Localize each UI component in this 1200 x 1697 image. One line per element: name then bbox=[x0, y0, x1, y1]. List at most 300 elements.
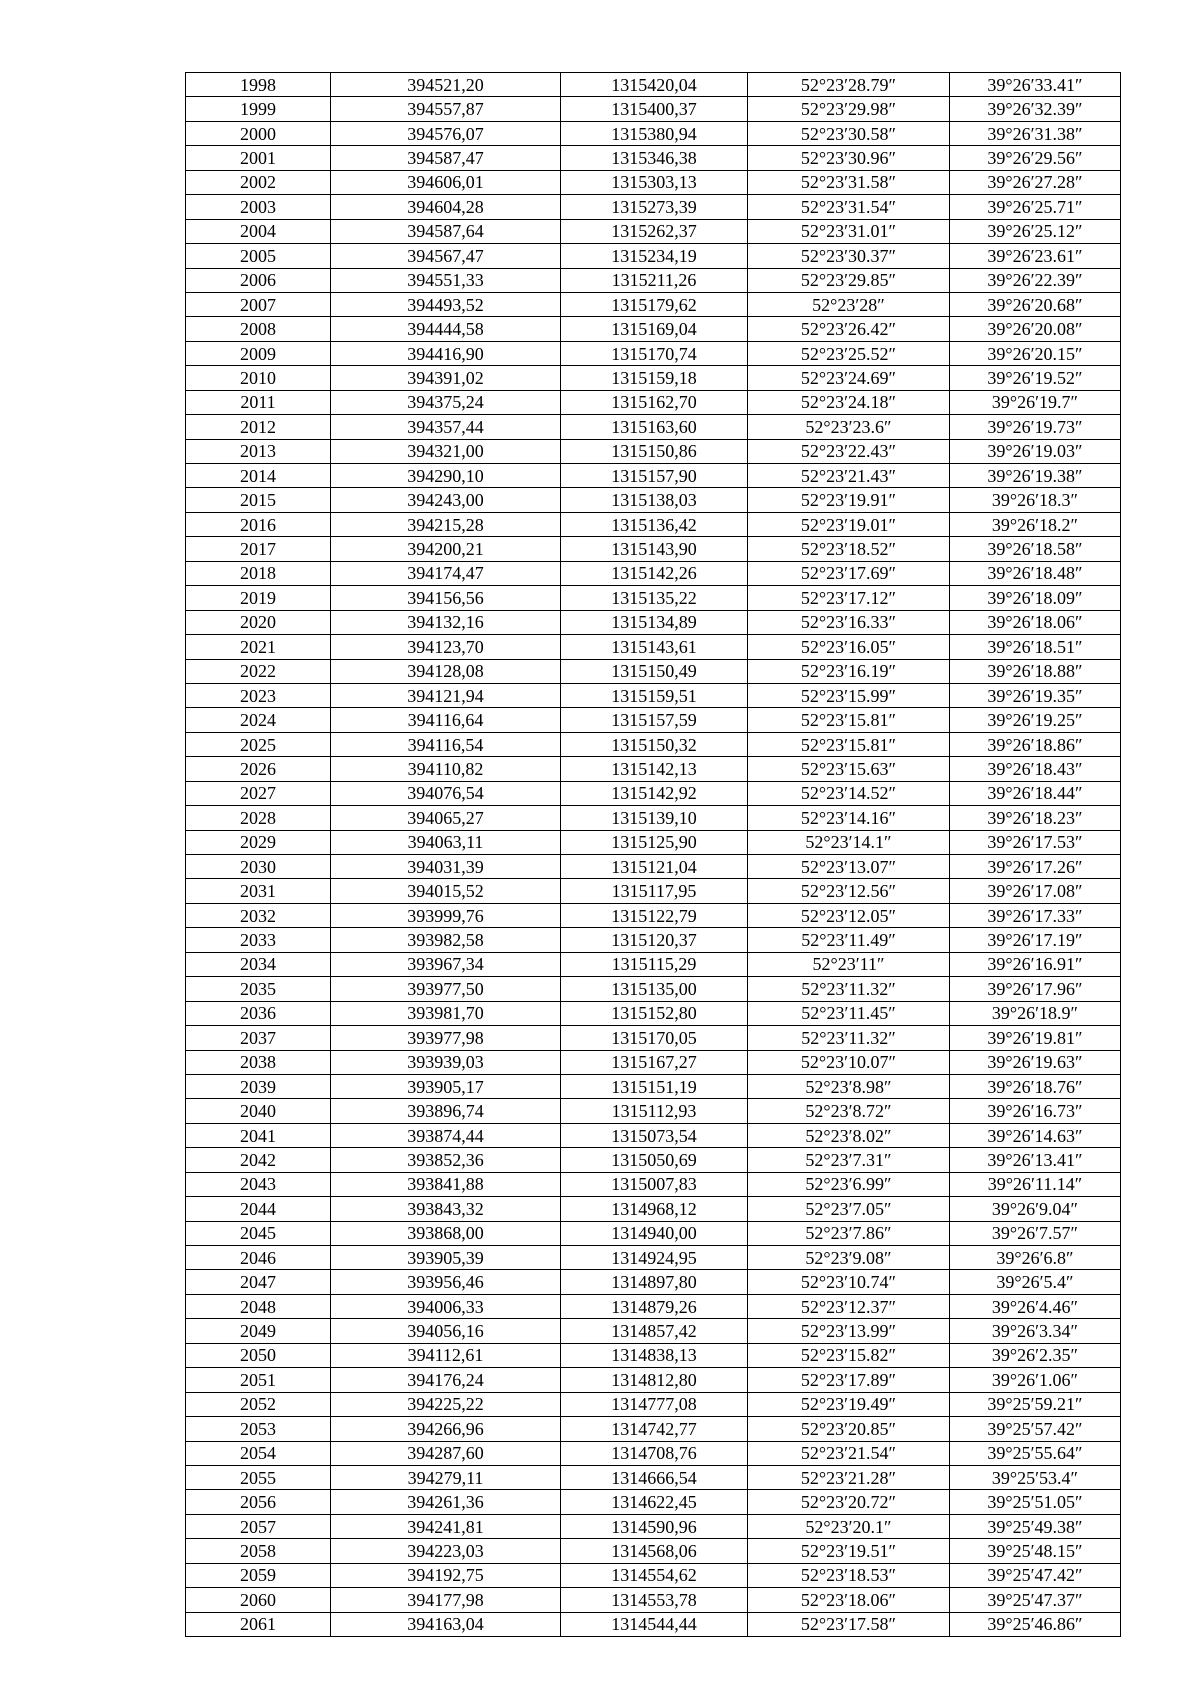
y-coordinate-cell: 1315273,39 bbox=[561, 195, 748, 219]
x-coordinate-cell: 394031,39 bbox=[331, 855, 561, 879]
x-coordinate-cell: 394177,98 bbox=[331, 1588, 561, 1612]
longitude-cell: 39°25′51.05″ bbox=[950, 1490, 1121, 1514]
longitude-cell: 39°26′7.57″ bbox=[950, 1221, 1121, 1245]
longitude-cell: 39°26′17.33″ bbox=[950, 903, 1121, 927]
latitude-cell: 52°23′28.79″ bbox=[748, 73, 950, 97]
table-row bbox=[186, 1246, 1121, 1270]
point-number-cell: 2059 bbox=[186, 1563, 331, 1587]
longitude-cell: 39°25′48.15″ bbox=[950, 1539, 1121, 1563]
latitude-cell: 52°23′13.07″ bbox=[748, 855, 950, 879]
latitude-cell: 52°23′7.86″ bbox=[748, 1221, 950, 1245]
point-number-cell: 2029 bbox=[186, 830, 331, 854]
table-row bbox=[186, 1026, 1121, 1050]
table-row bbox=[186, 610, 1121, 634]
point-number-cell: 2054 bbox=[186, 1441, 331, 1465]
latitude-cell: 52°23′15.81″ bbox=[748, 708, 950, 732]
y-coordinate-cell: 1314708,76 bbox=[561, 1441, 748, 1465]
table-row bbox=[186, 1319, 1121, 1343]
point-number-cell: 2056 bbox=[186, 1490, 331, 1514]
point-number-cell: 2008 bbox=[186, 317, 331, 341]
y-coordinate-cell: 1315169,04 bbox=[561, 317, 748, 341]
table-row bbox=[186, 1514, 1121, 1538]
table-row bbox=[186, 1221, 1121, 1245]
point-number-cell: 2050 bbox=[186, 1343, 331, 1367]
point-number-cell: 2013 bbox=[186, 439, 331, 463]
longitude-cell: 39°26′18.3″ bbox=[950, 488, 1121, 512]
latitude-cell: 52°23′11.32″ bbox=[748, 977, 950, 1001]
latitude-cell: 52°23′12.37″ bbox=[748, 1294, 950, 1318]
table-row bbox=[186, 390, 1121, 414]
longitude-cell: 39°26′19.35″ bbox=[950, 683, 1121, 707]
y-coordinate-cell: 1315163,60 bbox=[561, 415, 748, 439]
x-coordinate-cell: 394056,16 bbox=[331, 1319, 561, 1343]
point-number-cell: 2009 bbox=[186, 341, 331, 365]
y-coordinate-cell: 1314666,54 bbox=[561, 1465, 748, 1489]
y-coordinate-cell: 1314554,62 bbox=[561, 1563, 748, 1587]
table-row bbox=[186, 1294, 1121, 1318]
latitude-cell: 52°23′9.08″ bbox=[748, 1246, 950, 1270]
latitude-cell: 52°23′7.31″ bbox=[748, 1148, 950, 1172]
table-row bbox=[186, 317, 1121, 341]
latitude-cell: 52°23′17.12″ bbox=[748, 586, 950, 610]
y-coordinate-cell: 1315134,89 bbox=[561, 610, 748, 634]
y-coordinate-cell: 1315159,18 bbox=[561, 366, 748, 390]
x-coordinate-cell: 394112,61 bbox=[331, 1343, 561, 1367]
longitude-cell: 39°25′46.86″ bbox=[950, 1612, 1121, 1636]
x-coordinate-cell: 394587,64 bbox=[331, 219, 561, 243]
longitude-cell: 39°26′5.4″ bbox=[950, 1270, 1121, 1294]
longitude-cell: 39°26′17.53″ bbox=[950, 830, 1121, 854]
longitude-cell: 39°25′49.38″ bbox=[950, 1514, 1121, 1538]
longitude-cell: 39°26′25.71″ bbox=[950, 195, 1121, 219]
longitude-cell: 39°26′4.46″ bbox=[950, 1294, 1121, 1318]
longitude-cell: 39°26′20.08″ bbox=[950, 317, 1121, 341]
y-coordinate-cell: 1315380,94 bbox=[561, 121, 748, 145]
x-coordinate-cell: 394123,70 bbox=[331, 635, 561, 659]
point-number-cell: 2020 bbox=[186, 610, 331, 634]
latitude-cell: 52°23′11.45″ bbox=[748, 1001, 950, 1025]
latitude-cell: 52°23′31.58″ bbox=[748, 170, 950, 194]
table-row bbox=[186, 1148, 1121, 1172]
latitude-cell: 52°23′17.69″ bbox=[748, 561, 950, 585]
longitude-cell: 39°26′20.15″ bbox=[950, 341, 1121, 365]
table-row bbox=[186, 170, 1121, 194]
x-coordinate-cell: 394357,44 bbox=[331, 415, 561, 439]
y-coordinate-cell: 1315400,37 bbox=[561, 97, 748, 121]
table-row bbox=[186, 928, 1121, 952]
longitude-cell: 39°26′18.43″ bbox=[950, 757, 1121, 781]
latitude-cell: 52°23′15.82″ bbox=[748, 1343, 950, 1367]
latitude-cell: 52°23′10.07″ bbox=[748, 1050, 950, 1074]
table-row bbox=[186, 659, 1121, 683]
longitude-cell: 39°26′17.08″ bbox=[950, 879, 1121, 903]
point-number-cell: 2019 bbox=[186, 586, 331, 610]
table-row bbox=[186, 195, 1121, 219]
latitude-cell: 52°23′30.96″ bbox=[748, 146, 950, 170]
x-coordinate-cell: 394567,47 bbox=[331, 244, 561, 268]
x-coordinate-cell: 394110,82 bbox=[331, 757, 561, 781]
y-coordinate-cell: 1315152,80 bbox=[561, 1001, 748, 1025]
point-number-cell: 2033 bbox=[186, 928, 331, 952]
table-row bbox=[186, 1270, 1121, 1294]
x-coordinate-cell: 394279,11 bbox=[331, 1465, 561, 1489]
point-number-cell: 2045 bbox=[186, 1221, 331, 1245]
latitude-cell: 52°23′13.99″ bbox=[748, 1319, 950, 1343]
x-coordinate-cell: 394606,01 bbox=[331, 170, 561, 194]
longitude-cell: 39°26′18.9″ bbox=[950, 1001, 1121, 1025]
latitude-cell: 52°23′16.05″ bbox=[748, 635, 950, 659]
point-number-cell: 2000 bbox=[186, 121, 331, 145]
x-coordinate-cell: 393956,46 bbox=[331, 1270, 561, 1294]
x-coordinate-cell: 393981,70 bbox=[331, 1001, 561, 1025]
latitude-cell: 52°23′14.1″ bbox=[748, 830, 950, 854]
point-number-cell: 2041 bbox=[186, 1123, 331, 1147]
table-row bbox=[186, 1123, 1121, 1147]
longitude-cell: 39°26′19.7″ bbox=[950, 390, 1121, 414]
x-coordinate-cell: 394076,54 bbox=[331, 781, 561, 805]
x-coordinate-cell: 394223,03 bbox=[331, 1539, 561, 1563]
latitude-cell: 52°23′24.18″ bbox=[748, 390, 950, 414]
x-coordinate-cell: 394063,11 bbox=[331, 830, 561, 854]
latitude-cell: 52°23′8.02″ bbox=[748, 1123, 950, 1147]
y-coordinate-cell: 1315211,26 bbox=[561, 268, 748, 292]
table-row bbox=[186, 561, 1121, 585]
table-row bbox=[186, 439, 1121, 463]
point-number-cell: 2055 bbox=[186, 1465, 331, 1489]
latitude-cell: 52°23′14.52″ bbox=[748, 781, 950, 805]
y-coordinate-cell: 1315142,26 bbox=[561, 561, 748, 585]
table-row bbox=[186, 708, 1121, 732]
y-coordinate-cell: 1314897,80 bbox=[561, 1270, 748, 1294]
table-row bbox=[186, 341, 1121, 365]
y-coordinate-cell: 1315142,92 bbox=[561, 781, 748, 805]
x-coordinate-cell: 394132,16 bbox=[331, 610, 561, 634]
latitude-cell: 52°23′18.06″ bbox=[748, 1588, 950, 1612]
x-coordinate-cell: 394006,33 bbox=[331, 1294, 561, 1318]
y-coordinate-cell: 1315150,86 bbox=[561, 439, 748, 463]
x-coordinate-cell: 393967,34 bbox=[331, 952, 561, 976]
longitude-cell: 39°26′18.76″ bbox=[950, 1074, 1121, 1098]
table-row bbox=[186, 1099, 1121, 1123]
x-coordinate-cell: 393841,88 bbox=[331, 1172, 561, 1196]
latitude-cell: 52°23′16.33″ bbox=[748, 610, 950, 634]
table-row bbox=[186, 1343, 1121, 1367]
x-coordinate-cell: 394551,33 bbox=[331, 268, 561, 292]
x-coordinate-cell: 394163,04 bbox=[331, 1612, 561, 1636]
latitude-cell: 52°23′28″ bbox=[748, 292, 950, 316]
latitude-cell: 52°23′23.6″ bbox=[748, 415, 950, 439]
latitude-cell: 52°23′31.54″ bbox=[748, 195, 950, 219]
point-number-cell: 2058 bbox=[186, 1539, 331, 1563]
point-number-cell: 2060 bbox=[186, 1588, 331, 1612]
point-number-cell: 2007 bbox=[186, 292, 331, 316]
longitude-cell: 39°26′9.04″ bbox=[950, 1197, 1121, 1221]
y-coordinate-cell: 1314553,78 bbox=[561, 1588, 748, 1612]
y-coordinate-cell: 1315303,13 bbox=[561, 170, 748, 194]
point-number-cell: 2002 bbox=[186, 170, 331, 194]
y-coordinate-cell: 1315151,19 bbox=[561, 1074, 748, 1098]
latitude-cell: 52°23′24.69″ bbox=[748, 366, 950, 390]
longitude-cell: 39°26′27.28″ bbox=[950, 170, 1121, 194]
x-coordinate-cell: 394557,87 bbox=[331, 97, 561, 121]
table-row bbox=[186, 415, 1121, 439]
table-row bbox=[186, 586, 1121, 610]
latitude-cell: 52°23′8.98″ bbox=[748, 1074, 950, 1098]
x-coordinate-cell: 393977,50 bbox=[331, 977, 561, 1001]
point-number-cell: 1998 bbox=[186, 73, 331, 97]
y-coordinate-cell: 1314544,44 bbox=[561, 1612, 748, 1636]
longitude-cell: 39°26′18.44″ bbox=[950, 781, 1121, 805]
table-row bbox=[186, 1612, 1121, 1636]
y-coordinate-cell: 1315262,37 bbox=[561, 219, 748, 243]
point-number-cell: 2030 bbox=[186, 855, 331, 879]
longitude-cell: 39°26′18.86″ bbox=[950, 732, 1121, 756]
y-coordinate-cell: 1315050,69 bbox=[561, 1148, 748, 1172]
latitude-cell: 52°23′18.52″ bbox=[748, 537, 950, 561]
y-coordinate-cell: 1314924,95 bbox=[561, 1246, 748, 1270]
x-coordinate-cell: 394290,10 bbox=[331, 464, 561, 488]
y-coordinate-cell: 1315143,61 bbox=[561, 635, 748, 659]
longitude-cell: 39°26′19.38″ bbox=[950, 464, 1121, 488]
x-coordinate-cell: 394416,90 bbox=[331, 341, 561, 365]
point-number-cell: 2003 bbox=[186, 195, 331, 219]
y-coordinate-cell: 1315115,29 bbox=[561, 952, 748, 976]
longitude-cell: 39°26′17.96″ bbox=[950, 977, 1121, 1001]
table-row bbox=[186, 1368, 1121, 1392]
latitude-cell: 52°23′21.54″ bbox=[748, 1441, 950, 1465]
point-number-cell: 2052 bbox=[186, 1392, 331, 1416]
latitude-cell: 52°23′16.19″ bbox=[748, 659, 950, 683]
longitude-cell: 39°26′18.88″ bbox=[950, 659, 1121, 683]
longitude-cell: 39°26′11.14″ bbox=[950, 1172, 1121, 1196]
x-coordinate-cell: 394121,94 bbox=[331, 683, 561, 707]
table-row bbox=[186, 977, 1121, 1001]
longitude-cell: 39°26′19.63″ bbox=[950, 1050, 1121, 1074]
x-coordinate-cell: 394215,28 bbox=[331, 512, 561, 536]
longitude-cell: 39°26′18.09″ bbox=[950, 586, 1121, 610]
longitude-cell: 39°26′19.81″ bbox=[950, 1026, 1121, 1050]
table-row bbox=[186, 537, 1121, 561]
latitude-cell: 52°23′14.16″ bbox=[748, 806, 950, 830]
point-number-cell: 2025 bbox=[186, 732, 331, 756]
point-number-cell: 2026 bbox=[186, 757, 331, 781]
latitude-cell: 52°23′11″ bbox=[748, 952, 950, 976]
y-coordinate-cell: 1315142,13 bbox=[561, 757, 748, 781]
latitude-cell: 52°23′6.99″ bbox=[748, 1172, 950, 1196]
longitude-cell: 39°26′17.19″ bbox=[950, 928, 1121, 952]
x-coordinate-cell: 394192,75 bbox=[331, 1563, 561, 1587]
point-number-cell: 2038 bbox=[186, 1050, 331, 1074]
table-row bbox=[186, 1001, 1121, 1025]
latitude-cell: 52°23′18.53″ bbox=[748, 1563, 950, 1587]
point-number-cell: 2006 bbox=[186, 268, 331, 292]
longitude-cell: 39°26′14.63″ bbox=[950, 1123, 1121, 1147]
table-row bbox=[186, 732, 1121, 756]
y-coordinate-cell: 1315073,54 bbox=[561, 1123, 748, 1147]
point-number-cell: 2043 bbox=[186, 1172, 331, 1196]
longitude-cell: 39°26′32.39″ bbox=[950, 97, 1121, 121]
x-coordinate-cell: 394576,07 bbox=[331, 121, 561, 145]
latitude-cell: 52°23′19.49″ bbox=[748, 1392, 950, 1416]
table-row bbox=[186, 366, 1121, 390]
y-coordinate-cell: 1314857,42 bbox=[561, 1319, 748, 1343]
table-row bbox=[186, 219, 1121, 243]
table-row bbox=[186, 1172, 1121, 1196]
x-coordinate-cell: 393939,03 bbox=[331, 1050, 561, 1074]
longitude-cell: 39°26′23.61″ bbox=[950, 244, 1121, 268]
table-row bbox=[186, 903, 1121, 927]
y-coordinate-cell: 1315159,51 bbox=[561, 683, 748, 707]
x-coordinate-cell: 394116,54 bbox=[331, 732, 561, 756]
point-number-cell: 2046 bbox=[186, 1246, 331, 1270]
x-coordinate-cell: 393874,44 bbox=[331, 1123, 561, 1147]
table-row bbox=[186, 146, 1121, 170]
latitude-cell: 52°23′19.51″ bbox=[748, 1539, 950, 1563]
point-number-cell: 2014 bbox=[186, 464, 331, 488]
y-coordinate-cell: 1315139,10 bbox=[561, 806, 748, 830]
longitude-cell: 39°26′1.06″ bbox=[950, 1368, 1121, 1392]
table-row bbox=[186, 683, 1121, 707]
point-number-cell: 2028 bbox=[186, 806, 331, 830]
y-coordinate-cell: 1315162,70 bbox=[561, 390, 748, 414]
point-number-cell: 2037 bbox=[186, 1026, 331, 1050]
y-coordinate-cell: 1315120,37 bbox=[561, 928, 748, 952]
y-coordinate-cell: 1315346,38 bbox=[561, 146, 748, 170]
point-number-cell: 1999 bbox=[186, 97, 331, 121]
y-coordinate-cell: 1314940,00 bbox=[561, 1221, 748, 1245]
latitude-cell: 52°23′15.99″ bbox=[748, 683, 950, 707]
x-coordinate-cell: 393852,36 bbox=[331, 1148, 561, 1172]
y-coordinate-cell: 1315138,03 bbox=[561, 488, 748, 512]
coordinates-table bbox=[185, 72, 1121, 1637]
x-coordinate-cell: 394604,28 bbox=[331, 195, 561, 219]
x-coordinate-cell: 394266,96 bbox=[331, 1417, 561, 1441]
x-coordinate-cell: 394128,08 bbox=[331, 659, 561, 683]
latitude-cell: 52°23′30.58″ bbox=[748, 121, 950, 145]
longitude-cell: 39°26′17.26″ bbox=[950, 855, 1121, 879]
point-number-cell: 2044 bbox=[186, 1197, 331, 1221]
table-row bbox=[186, 1588, 1121, 1612]
x-coordinate-cell: 394241,81 bbox=[331, 1514, 561, 1538]
y-coordinate-cell: 1315150,49 bbox=[561, 659, 748, 683]
table-row bbox=[186, 1490, 1121, 1514]
latitude-cell: 52°23′21.28″ bbox=[748, 1465, 950, 1489]
longitude-cell: 39°26′16.91″ bbox=[950, 952, 1121, 976]
longitude-cell: 39°26′16.73″ bbox=[950, 1099, 1121, 1123]
y-coordinate-cell: 1315157,90 bbox=[561, 464, 748, 488]
latitude-cell: 52°23′29.98″ bbox=[748, 97, 950, 121]
longitude-cell: 39°26′25.12″ bbox=[950, 219, 1121, 243]
longitude-cell: 39°26′33.41″ bbox=[950, 73, 1121, 97]
y-coordinate-cell: 1315150,32 bbox=[561, 732, 748, 756]
table-row bbox=[186, 952, 1121, 976]
y-coordinate-cell: 1315234,19 bbox=[561, 244, 748, 268]
latitude-cell: 52°23′12.56″ bbox=[748, 879, 950, 903]
y-coordinate-cell: 1314777,08 bbox=[561, 1392, 748, 1416]
table-row bbox=[186, 1563, 1121, 1587]
table-row bbox=[186, 97, 1121, 121]
x-coordinate-cell: 393905,17 bbox=[331, 1074, 561, 1098]
latitude-cell: 52°23′21.43″ bbox=[748, 464, 950, 488]
longitude-cell: 39°26′3.34″ bbox=[950, 1319, 1121, 1343]
latitude-cell: 52°23′30.37″ bbox=[748, 244, 950, 268]
x-coordinate-cell: 394375,24 bbox=[331, 390, 561, 414]
table-row bbox=[186, 635, 1121, 659]
point-number-cell: 2051 bbox=[186, 1368, 331, 1392]
x-coordinate-cell: 393896,74 bbox=[331, 1099, 561, 1123]
longitude-cell: 39°26′19.52″ bbox=[950, 366, 1121, 390]
point-number-cell: 2015 bbox=[186, 488, 331, 512]
table-row bbox=[186, 1392, 1121, 1416]
point-number-cell: 2001 bbox=[186, 146, 331, 170]
y-coordinate-cell: 1315170,05 bbox=[561, 1026, 748, 1050]
y-coordinate-cell: 1315122,79 bbox=[561, 903, 748, 927]
point-number-cell: 2053 bbox=[186, 1417, 331, 1441]
table-row bbox=[186, 830, 1121, 854]
latitude-cell: 52°23′20.1″ bbox=[748, 1514, 950, 1538]
point-number-cell: 2016 bbox=[186, 512, 331, 536]
coordinates-table-body bbox=[186, 73, 1121, 1637]
latitude-cell: 52°23′20.85″ bbox=[748, 1417, 950, 1441]
x-coordinate-cell: 394287,60 bbox=[331, 1441, 561, 1465]
point-number-cell: 2040 bbox=[186, 1099, 331, 1123]
table-row bbox=[186, 806, 1121, 830]
y-coordinate-cell: 1314812,80 bbox=[561, 1368, 748, 1392]
point-number-cell: 2032 bbox=[186, 903, 331, 927]
y-coordinate-cell: 1314968,12 bbox=[561, 1197, 748, 1221]
latitude-cell: 52°23′15.81″ bbox=[748, 732, 950, 756]
y-coordinate-cell: 1314742,77 bbox=[561, 1417, 748, 1441]
longitude-cell: 39°25′59.21″ bbox=[950, 1392, 1121, 1416]
table-row bbox=[186, 1050, 1121, 1074]
point-number-cell: 2035 bbox=[186, 977, 331, 1001]
table-row bbox=[186, 781, 1121, 805]
x-coordinate-cell: 394065,27 bbox=[331, 806, 561, 830]
table-row bbox=[186, 73, 1121, 97]
x-coordinate-cell: 393977,98 bbox=[331, 1026, 561, 1050]
y-coordinate-cell: 1314879,26 bbox=[561, 1294, 748, 1318]
table-row bbox=[186, 855, 1121, 879]
point-number-cell: 2024 bbox=[186, 708, 331, 732]
longitude-cell: 39°26′29.56″ bbox=[950, 146, 1121, 170]
y-coordinate-cell: 1315167,27 bbox=[561, 1050, 748, 1074]
longitude-cell: 39°25′47.37″ bbox=[950, 1588, 1121, 1612]
table-row bbox=[186, 1441, 1121, 1465]
latitude-cell: 52°23′22.43″ bbox=[748, 439, 950, 463]
point-number-cell: 2049 bbox=[186, 1319, 331, 1343]
y-coordinate-cell: 1314568,06 bbox=[561, 1539, 748, 1563]
x-coordinate-cell: 394200,21 bbox=[331, 537, 561, 561]
table-row bbox=[186, 879, 1121, 903]
table-row bbox=[186, 292, 1121, 316]
x-coordinate-cell: 393843,32 bbox=[331, 1197, 561, 1221]
longitude-cell: 39°26′22.39″ bbox=[950, 268, 1121, 292]
longitude-cell: 39°26′13.41″ bbox=[950, 1148, 1121, 1172]
point-number-cell: 2018 bbox=[186, 561, 331, 585]
latitude-cell: 52°23′11.32″ bbox=[748, 1026, 950, 1050]
point-number-cell: 2057 bbox=[186, 1514, 331, 1538]
x-coordinate-cell: 394015,52 bbox=[331, 879, 561, 903]
table-row bbox=[186, 512, 1121, 536]
longitude-cell: 39°26′18.23″ bbox=[950, 806, 1121, 830]
longitude-cell: 39°26′18.06″ bbox=[950, 610, 1121, 634]
latitude-cell: 52°23′20.72″ bbox=[748, 1490, 950, 1514]
x-coordinate-cell: 394587,47 bbox=[331, 146, 561, 170]
longitude-cell: 39°26′20.68″ bbox=[950, 292, 1121, 316]
y-coordinate-cell: 1315157,59 bbox=[561, 708, 748, 732]
x-coordinate-cell: 394521,20 bbox=[331, 73, 561, 97]
longitude-cell: 39°26′31.38″ bbox=[950, 121, 1121, 145]
